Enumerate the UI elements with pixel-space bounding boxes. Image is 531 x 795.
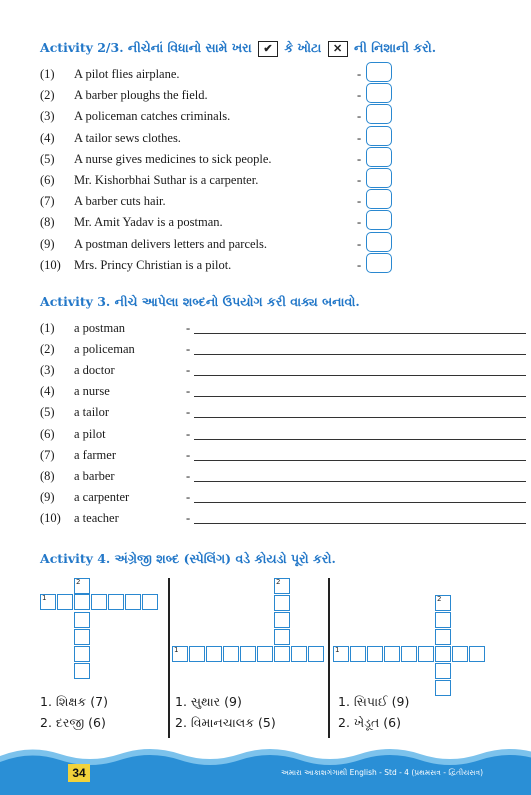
occupation-word: a farmer xyxy=(74,448,116,462)
dash: - xyxy=(357,237,362,251)
answer-box[interactable] xyxy=(366,168,392,188)
crossword-cell[interactable] xyxy=(91,594,107,610)
answer-line[interactable] xyxy=(194,502,526,503)
dash: - xyxy=(357,88,362,102)
puzzle-3-clue-2: 2. ખેડૂત (6) xyxy=(338,715,402,730)
crossword-cell[interactable] xyxy=(384,646,400,662)
item-number: (10) xyxy=(40,258,61,272)
crossword-cell[interactable] xyxy=(350,646,366,662)
item-number: (7) xyxy=(40,448,55,462)
item-number: (2) xyxy=(40,88,55,102)
crossword-cell[interactable] xyxy=(435,663,451,679)
dash: - xyxy=(186,427,191,441)
sentence-row xyxy=(40,427,490,447)
crossword-cell[interactable] xyxy=(418,646,434,662)
book-title: અમારા આકાશગંગાથી English - Std - 4 (પ્રથમસત્ર - દ્વિતીયસત્ર) xyxy=(281,768,483,777)
dash: - xyxy=(186,490,191,504)
crossword-cell[interactable] xyxy=(172,646,188,662)
puzzle-3-clue-1: 1. સિપાઈ (9) xyxy=(338,694,410,709)
crossword-cell[interactable] xyxy=(274,646,290,662)
answer-box[interactable] xyxy=(366,253,392,273)
item-number: (10) xyxy=(40,511,61,525)
crossword-cell[interactable] xyxy=(142,594,158,610)
crossword-cell[interactable] xyxy=(240,646,256,662)
item-number: (7) xyxy=(40,194,55,208)
crossword-cell[interactable] xyxy=(74,629,90,645)
occupation-word: a barber xyxy=(74,469,115,483)
activity-4-title xyxy=(40,551,336,567)
sentence-row xyxy=(40,405,490,425)
statement-text: A nurse gives medicines to sick people. xyxy=(74,152,272,166)
sentence-row xyxy=(40,511,490,531)
item-number: (4) xyxy=(40,384,55,398)
activity-2-3-title xyxy=(40,40,436,57)
statement-text: A tailor sews clothes. xyxy=(74,131,181,145)
answer-box[interactable] xyxy=(366,62,392,82)
sentence-row xyxy=(40,384,490,404)
crossword-cell[interactable] xyxy=(74,594,90,610)
item-number: (1) xyxy=(40,67,55,81)
crossword-cell[interactable] xyxy=(206,646,222,662)
item-number: (6) xyxy=(40,427,55,441)
cell-number: 1 xyxy=(42,594,47,602)
statement-text: A postman delivers letters and parcels. xyxy=(74,237,267,251)
puzzle-divider xyxy=(168,578,170,738)
dash: - xyxy=(186,511,191,525)
answer-line[interactable] xyxy=(194,481,526,482)
sentence-row xyxy=(40,342,490,362)
puzzle-divider xyxy=(328,578,330,738)
crossword-cell[interactable] xyxy=(274,578,290,594)
crossword-cell[interactable] xyxy=(452,646,468,662)
crossword-cell[interactable] xyxy=(291,646,307,662)
item-number: (3) xyxy=(40,363,55,377)
answer-box[interactable] xyxy=(366,189,392,209)
dash: - xyxy=(357,67,362,81)
item-number: (4) xyxy=(40,131,55,145)
crossword-cell[interactable] xyxy=(469,646,485,662)
crossword-cell[interactable] xyxy=(435,595,451,611)
activity-3-label: Activity 3. xyxy=(40,294,111,309)
cell-number: 1 xyxy=(335,646,340,654)
item-number: (2) xyxy=(40,342,55,356)
occupation-word: a postman xyxy=(74,321,126,335)
puzzle-2-clue-1: 1. સુથાર (9) xyxy=(175,694,242,709)
occupation-word: a pilot xyxy=(74,427,106,441)
answer-line[interactable] xyxy=(194,354,526,355)
occupation-word: a doctor xyxy=(74,363,115,377)
crossword-cell[interactable] xyxy=(274,595,290,611)
sentence-row xyxy=(40,490,490,510)
dash: - xyxy=(357,131,362,145)
statement-text: Mr. Amit Yadav is a postman. xyxy=(74,215,223,229)
item-number: (9) xyxy=(40,237,55,251)
activity-4-label: Activity 4. xyxy=(40,551,111,566)
statement-text: A barber cuts hair. xyxy=(74,194,166,208)
item-number: (5) xyxy=(40,152,55,166)
puzzle-2-clue-2: 2. વિમાનચાલક (5) xyxy=(175,715,276,730)
answer-box[interactable] xyxy=(366,147,392,167)
dash: - xyxy=(357,152,362,166)
crossword-cell[interactable] xyxy=(435,680,451,696)
cell-number: 2 xyxy=(76,578,81,586)
occupation-word: a carpenter xyxy=(74,490,130,504)
activity-2-3-instruction-b: કે ખોટા xyxy=(284,40,322,55)
statement-text: A pilot flies airplane. xyxy=(74,67,180,81)
activity-2-3-label: Activity 2/3. xyxy=(40,40,124,55)
sentence-row xyxy=(40,469,490,489)
crossword-cell[interactable] xyxy=(308,646,324,662)
crossword-cell[interactable] xyxy=(40,594,56,610)
crossword-cell[interactable] xyxy=(274,612,290,628)
statement-text: A barber ploughs the field. xyxy=(74,88,208,102)
occupation-word: a policeman xyxy=(74,342,135,356)
dash: - xyxy=(186,321,191,335)
crossword-cell[interactable] xyxy=(435,629,451,645)
dash: - xyxy=(186,342,191,356)
crossword-cell[interactable] xyxy=(401,646,417,662)
occupation-word: a teacher xyxy=(74,511,119,525)
item-number: (8) xyxy=(40,469,55,483)
activity-2-3-instruction-a: નીચેનાં વિધાનો સામે ખરા xyxy=(127,40,252,55)
check-mark-icon: ✔ xyxy=(258,41,278,57)
dash: - xyxy=(357,109,362,123)
crossword-cell[interactable] xyxy=(108,594,124,610)
answer-box[interactable] xyxy=(366,232,392,252)
activity-4-instruction: અંગ્રેજી શબ્દ (સ્પેલિંગ) વડે કોયડો પૂરો કરો. xyxy=(114,551,336,566)
statement-text: A policeman catches criminals. xyxy=(74,109,231,123)
crossword-cell[interactable] xyxy=(74,578,90,594)
activity-3-instruction: નીચે આપેલા શબ્દનો ઉપયોગ કરી વાક્ય બનાવો. xyxy=(114,294,360,309)
dash: - xyxy=(357,215,362,229)
answer-line[interactable] xyxy=(194,417,526,418)
answer-line[interactable] xyxy=(194,375,526,376)
occupation-word: a tailor xyxy=(74,405,110,419)
answer-line[interactable] xyxy=(194,333,526,334)
puzzle-1-clue-1: 1. શિક્ષક (7) xyxy=(40,694,108,709)
answer-line[interactable] xyxy=(194,396,526,397)
answer-line[interactable] xyxy=(194,460,526,461)
item-number: (9) xyxy=(40,490,55,504)
cell-number: 2 xyxy=(276,578,281,586)
sentence-row xyxy=(40,321,490,341)
cell-number: 1 xyxy=(174,646,179,654)
item-number: (1) xyxy=(40,321,55,335)
crossword-cell[interactable] xyxy=(333,646,349,662)
dash: - xyxy=(186,363,191,377)
item-number: (5) xyxy=(40,405,55,419)
sentence-row xyxy=(40,448,490,468)
activity-2-3-instruction-c: ની નિશાની કરો. xyxy=(354,40,437,55)
crossword-cell[interactable] xyxy=(189,646,205,662)
statement-text: Mrs. Princy Christian is a pilot. xyxy=(74,258,232,272)
crossword-cell[interactable] xyxy=(125,594,141,610)
puzzle-1-clue-2: 2. દરજી (6) xyxy=(40,715,106,730)
dash: - xyxy=(186,384,191,398)
statement-text: Mr. Kishorbhai Suthar is a carpenter. xyxy=(74,173,259,187)
crossword-cell[interactable] xyxy=(74,612,90,628)
crossword-cell[interactable] xyxy=(435,646,451,662)
answer-box[interactable] xyxy=(366,83,392,103)
dash: - xyxy=(186,448,191,462)
item-number: (6) xyxy=(40,173,55,187)
cell-number: 2 xyxy=(437,595,442,603)
crossword-cell[interactable] xyxy=(274,629,290,645)
answer-box[interactable] xyxy=(366,104,392,124)
crossword-cell[interactable] xyxy=(74,663,90,679)
crossword-cell[interactable] xyxy=(367,646,383,662)
occupation-word: a nurse xyxy=(74,384,110,398)
cross-mark-icon: ✕ xyxy=(328,41,348,57)
answer-line[interactable] xyxy=(194,523,526,524)
answer-box[interactable] xyxy=(366,126,392,146)
dash: - xyxy=(357,173,362,187)
crossword-cell[interactable] xyxy=(57,594,73,610)
crossword-cell[interactable] xyxy=(223,646,239,662)
item-number: (8) xyxy=(40,215,55,229)
page-number: 34 xyxy=(68,764,90,782)
crossword-cell[interactable] xyxy=(257,646,273,662)
dash: - xyxy=(357,194,362,208)
dash: - xyxy=(357,258,362,272)
answer-line[interactable] xyxy=(194,439,526,440)
dash: - xyxy=(186,469,191,483)
sentence-row xyxy=(40,363,490,383)
dash: - xyxy=(186,405,191,419)
crossword-cell[interactable] xyxy=(435,612,451,628)
activity-3-title xyxy=(40,294,360,310)
item-number: (3) xyxy=(40,109,55,123)
answer-box[interactable] xyxy=(366,210,392,230)
crossword-cell[interactable] xyxy=(74,646,90,662)
